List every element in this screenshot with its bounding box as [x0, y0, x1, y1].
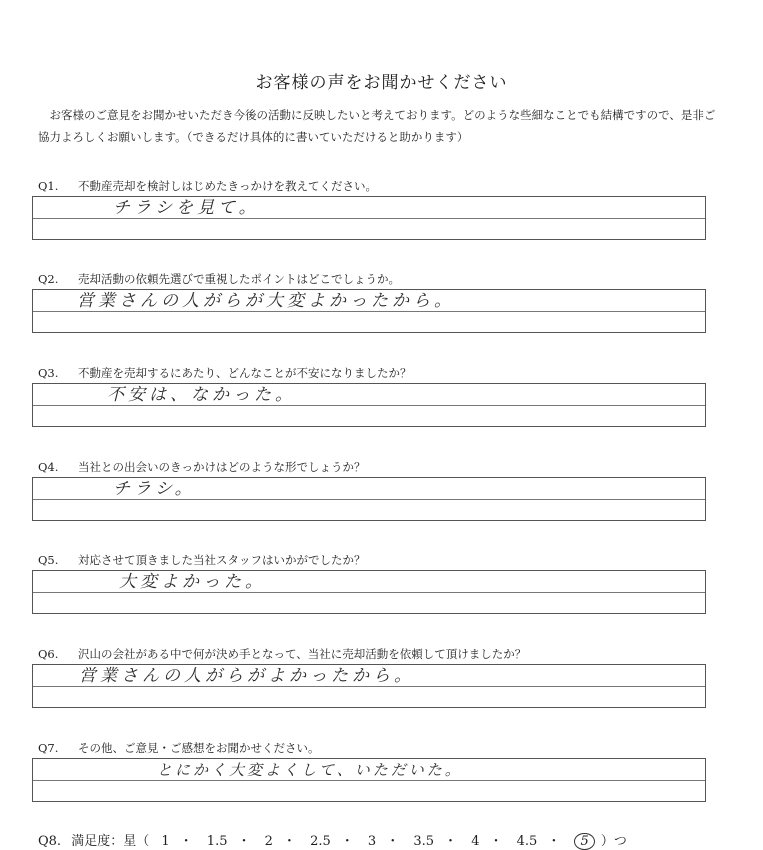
answer-box[interactable] — [32, 477, 706, 521]
separator-dot: ・ — [179, 834, 193, 849]
handwritten-answer: チラシ。 — [113, 479, 196, 499]
rating-option[interactable]: 3.5 — [413, 834, 435, 849]
question-number: Q4. — [38, 460, 59, 474]
rating-option[interactable]: 4 — [471, 834, 480, 849]
question-3 — [32, 363, 708, 427]
question-text: 当社との出会いのきっかけはどのような形でしょうか？ — [78, 460, 366, 474]
question-7 — [32, 738, 708, 802]
question-text: 対応させて頂きました当社スタッフはいかがでしたか？ — [78, 553, 366, 567]
rating-suffix: ）つ — [600, 834, 627, 849]
selected-rating-option[interactable]: 5 — [574, 833, 594, 850]
answer-box[interactable] — [32, 196, 706, 240]
handwritten-answer: 営業さんの人がらが大変よかったから。 — [77, 291, 455, 311]
question-5 — [32, 550, 708, 614]
rating-label: 満足度：星（ — [71, 834, 150, 849]
separator-dot: ・ — [444, 834, 458, 849]
handwritten-answer: 大変よかった。 — [119, 572, 266, 592]
rating-option[interactable]: 1.5 — [206, 834, 228, 849]
question-text: 不動産売却を検討しはじめたきっかけを教えてください。 — [78, 179, 377, 193]
rating-option[interactable]: 2 — [264, 834, 273, 849]
question-label — [32, 738, 708, 758]
separator-dot: ・ — [489, 834, 503, 849]
answer-box[interactable] — [32, 570, 706, 614]
question-number: Q1. — [38, 179, 59, 193]
satisfaction-rating — [38, 830, 633, 850]
separator-dot: ・ — [547, 834, 561, 849]
question-4 — [32, 457, 708, 521]
question-text: 沢山の会社がある中で何が決め手となって、当社に売却活動を依頼して頂けましたか？ — [78, 647, 527, 661]
question-label — [32, 550, 708, 570]
question-label — [32, 457, 708, 477]
answer-box[interactable] — [32, 383, 706, 427]
question-text: その他、ご意見・ご感想をお聞かせください。 — [78, 741, 320, 755]
handwritten-answer: チラシを見て。 — [113, 198, 260, 218]
handwritten-answer: 営業さんの人がらがよかったから。 — [79, 666, 415, 686]
question-label — [32, 269, 708, 289]
answer-box[interactable] — [32, 758, 706, 802]
separator-dot: ・ — [340, 834, 354, 849]
answer-box[interactable] — [32, 664, 706, 708]
separator-dot: ・ — [282, 834, 296, 849]
question-number: Q6. — [38, 647, 59, 661]
question-text: 売却活動の依頼先選びで重視したポイントはどこでしょうか。 — [78, 272, 400, 286]
separator-dot: ・ — [386, 834, 400, 849]
question-1 — [32, 176, 708, 240]
question-2 — [32, 269, 708, 333]
rating-option[interactable]: 3 — [367, 834, 377, 849]
handwritten-answer: とにかく大変よくして、いただいた。 — [157, 761, 463, 779]
question-label — [32, 363, 708, 383]
question-number: Q7. — [38, 741, 59, 755]
answer-box[interactable] — [32, 289, 706, 333]
handwritten-answer: 不安は、なかった。 — [107, 385, 296, 405]
page-title: お客様の声をお聞かせください — [255, 73, 508, 93]
question-number: Q3. — [38, 366, 59, 380]
rating-option[interactable]: 4.5 — [516, 834, 538, 849]
rating-option[interactable]: 2.5 — [310, 834, 331, 849]
question-text: 不動産を売却するにあたり、どんなことが不安になりましたか？ — [78, 366, 412, 380]
question-label — [32, 176, 708, 196]
question-number: Q5. — [38, 553, 59, 567]
question-label — [32, 644, 708, 664]
question-number: Q2. — [38, 272, 59, 286]
rating-option[interactable]: 1 — [161, 834, 170, 849]
question-6 — [32, 644, 708, 708]
intro-text: お客様のご意見をお聞かせいただき今後の活動に反映したいと考えております。どのような些細なことでも結構ですので、是非ご協力よろしくお願いします。（できるだけ具体的に書いていただけると助かります） — [38, 108, 716, 144]
question-number: Q8. — [38, 834, 62, 849]
separator-dot: ・ — [237, 834, 251, 849]
